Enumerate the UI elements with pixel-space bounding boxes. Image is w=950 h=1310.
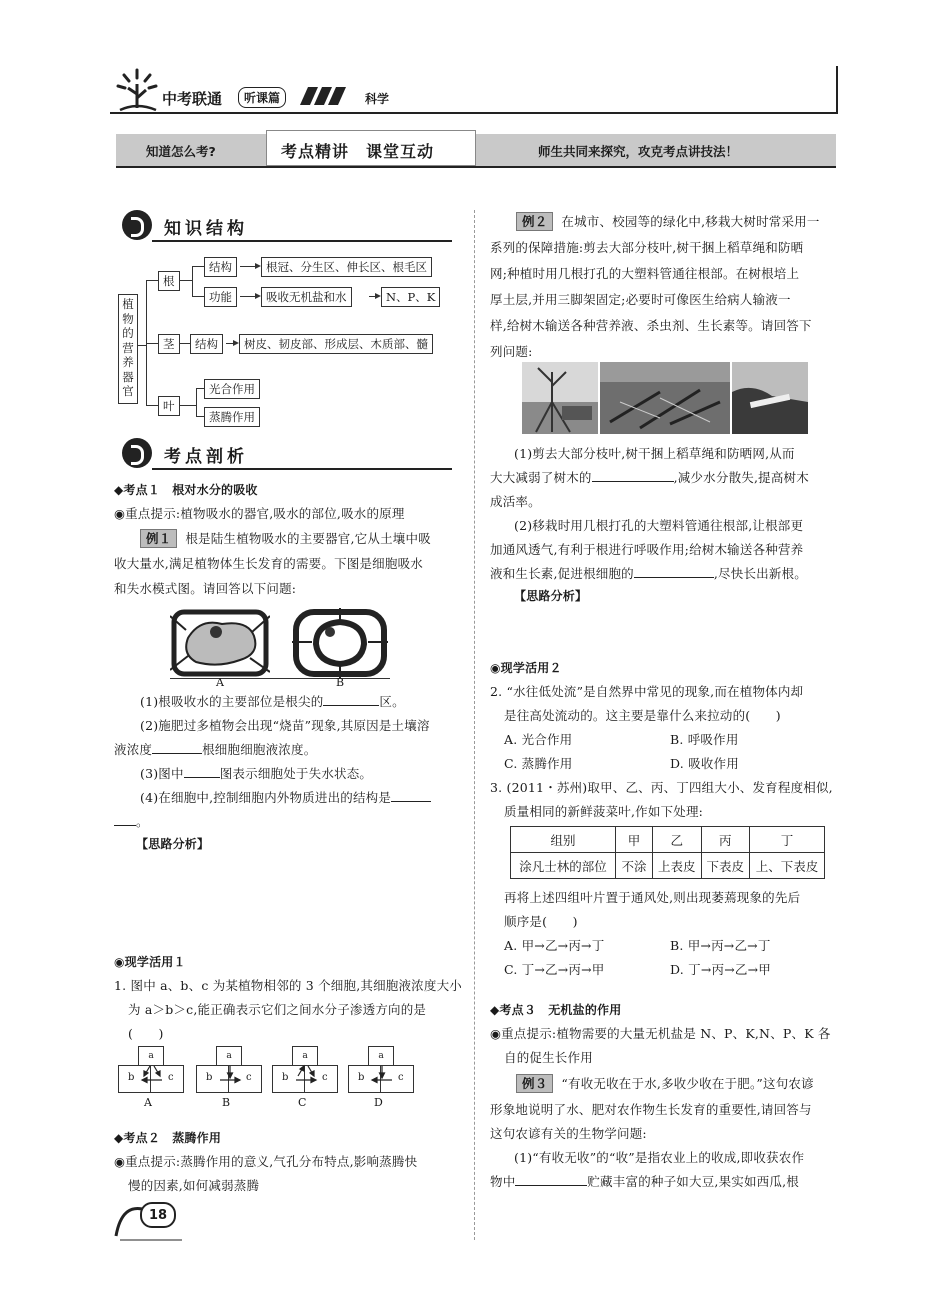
map-gen-structure-label: 结构 <box>204 257 237 277</box>
ex3-line: 这句农谚有关的生物学问题: <box>490 1126 647 1141</box>
a1-text: 大大减弱了树木的 <box>490 470 592 485</box>
ex1-label: 例１ <box>140 529 177 548</box>
table-header: 丙 <box>701 827 750 853</box>
map-line <box>146 343 158 344</box>
cell-figure-baseline <box>170 678 390 679</box>
map-gen: 根 <box>158 271 180 291</box>
ex2-label: 例２ <box>516 212 553 231</box>
b1-blank[interactable] <box>515 1171 587 1186</box>
osmosis-option[interactable] <box>344 1046 424 1111</box>
cell-letter: a <box>226 1051 232 1061</box>
map-line <box>192 296 204 297</box>
q4-text: (4)在细胞中,控制细胞内外物质进出的结构是 <box>140 790 392 805</box>
p3-option[interactable]: B. 甲→丙→乙→丁 <box>670 938 771 953</box>
map-line <box>196 416 204 417</box>
map-line <box>180 280 192 281</box>
q4-line <box>140 786 431 810</box>
cell-b-label: B <box>336 676 345 689</box>
table-header: 组别 <box>511 827 616 853</box>
a1-line <box>490 466 809 490</box>
q2-text: 根细胞细胞液浓度。 <box>202 742 317 757</box>
map-root-char: 的 <box>122 326 134 340</box>
cell-letter: b <box>128 1072 135 1083</box>
p2-option[interactable]: B. 呼吸作用 <box>670 732 739 747</box>
cell-a-box <box>368 1046 394 1066</box>
header-rule <box>110 112 838 114</box>
ex2-line: 系列的保障措施:剪去大部分枝叶,树干捆上稻草绳和防晒 <box>490 240 804 255</box>
section-icon <box>122 210 152 240</box>
cell-letter: c <box>246 1072 252 1083</box>
map-root-char: 官 <box>122 384 134 398</box>
cell-b-image <box>290 608 390 678</box>
b1-text: 贮藏丰富的种子如大豆,果实如西瓜,根 <box>587 1174 799 1189</box>
option-label: C <box>298 1096 307 1109</box>
p3-line: 再将上述四组叶片置于通风处,则出现萎蔫现象的先后 <box>504 890 801 905</box>
osmosis-arrows-icon <box>216 1064 244 1088</box>
header <box>110 60 840 120</box>
a1-blank[interactable] <box>592 467 674 482</box>
p3-line: 顺序是( ) <box>504 914 578 929</box>
kp1-tip: ◉重点提示:植物吸水的器官,吸水的部位,吸水的原理 <box>114 506 405 521</box>
map-line <box>138 345 146 346</box>
p1-line: 1. 图中 a、b、c 为某植物相邻的 3 个细胞,其细胞液浓度大小 <box>114 978 462 993</box>
kp3-title: ◆考点３ 无机盐的作用 <box>490 1003 622 1017</box>
banner-left: 知道怎么考? <box>146 144 216 159</box>
silu-label: 【思路分析】 <box>136 837 210 851</box>
p3-option[interactable]: D. 丁→丙→乙→甲 <box>670 962 771 977</box>
q1-line <box>140 690 405 714</box>
map-line <box>146 405 158 406</box>
map-jing: 茎 <box>158 334 180 354</box>
table-header: 乙 <box>653 827 702 853</box>
a2-line: (2)移栽时用几根打孔的大塑料管通往根部,让根部更 <box>514 518 804 533</box>
ex2-line: 厚土层,并用三脚架固定;必要时可像医生给病人输液一 <box>490 292 791 307</box>
brand-sub: 听课篇 <box>238 87 286 108</box>
cell-letter: c <box>168 1072 174 1083</box>
a2-blank[interactable] <box>634 563 714 578</box>
ex2-line <box>516 210 820 234</box>
osmosis-arrows-icon <box>292 1064 320 1088</box>
table-row <box>511 827 825 853</box>
section-rule <box>152 240 452 242</box>
kp2-line: 慢的因素,如何减弱蒸腾 <box>128 1178 260 1193</box>
banner-center-box <box>266 130 476 166</box>
map-root <box>118 294 138 404</box>
stripes-icon <box>300 87 350 105</box>
banner-right: 师生共同来探究，攻克考点讲技法！ <box>538 144 739 159</box>
osmosis-option[interactable] <box>114 1046 194 1111</box>
q3-text: (3)图中 <box>140 766 184 781</box>
a1-line: (1)剪去大部分枝叶,树干捆上稻草绳和防晒网,从而 <box>514 446 795 461</box>
cell-letter: b <box>358 1072 365 1083</box>
ex1-line <box>140 527 431 551</box>
ex2-line: 列问题: <box>490 344 533 359</box>
q2-line: (2)施肥过多植物会出现“烧苗”现象,其原因是土壤溶 <box>140 718 430 733</box>
map-gen-function-label: 功能 <box>204 287 237 307</box>
p2-line: 2. “水往低处流”是自然界中常见的现象,而在植物体内却 <box>490 684 804 699</box>
ex1-line: 和失水模式图。请回答以下问题: <box>114 581 297 596</box>
osmosis-option[interactable] <box>268 1046 348 1111</box>
osmosis-arrows-icon <box>368 1064 396 1088</box>
map-line <box>192 266 193 296</box>
option-label: B <box>222 1096 231 1109</box>
q3-text: 图表示细胞处于失水状态。 <box>219 766 373 781</box>
p2-option[interactable]: C. 蒸腾作用 <box>504 756 573 771</box>
map-root-char: 物 <box>122 311 134 326</box>
cell-letter: b <box>206 1072 213 1083</box>
banner-center: 考点精讲 课堂互动 <box>281 142 435 161</box>
p3-line: 质量相同的新鲜菠菜叶,作如下处理: <box>504 804 704 819</box>
kp3-line: ◉重点提示:植物需要的大量无机盐是 N、P、K,N、P、K 各 <box>490 1026 831 1041</box>
table-cell: 涂凡士林的部位 <box>511 853 616 879</box>
map-jing-structure: 树皮、韧皮部、形成层、木质部、髓 <box>239 334 433 354</box>
ex2-line: 网;种植时用几根打孔的大塑料管通往根部。在树根培上 <box>490 266 800 281</box>
p1-line: 为 a＞b＞c,能正确表示它们之间水分子渗透方向的是 <box>128 1002 427 1017</box>
q4-text: 。 <box>136 814 149 829</box>
map-guanghe: 光合作用 <box>204 379 260 399</box>
table-cell: 上表皮 <box>653 853 702 879</box>
practice-2-title: ◉现学活用２ <box>490 661 562 675</box>
cell-letter: a <box>148 1051 154 1061</box>
kp2-title: ◆考点２ 蒸腾作用 <box>114 1131 222 1145</box>
map-root-char: 养 <box>122 355 134 369</box>
map-zhengteng: 蒸腾作用 <box>204 407 260 427</box>
kp2-line: ◉重点提示:蒸腾作用的意义,气孔分布特点,影响蒸腾快 <box>114 1154 418 1169</box>
tree-transplant-photo-1 <box>522 362 598 434</box>
q1-text: 区。 <box>379 694 405 709</box>
q1-blank[interactable] <box>323 691 379 706</box>
section-analysis-title: 考点剖析 <box>164 447 248 467</box>
map-line <box>196 388 197 416</box>
map-npk: N、P、K <box>381 287 440 307</box>
cell-figure <box>170 608 390 690</box>
map-jing-structure-label: 结构 <box>190 334 223 354</box>
cell-a-image <box>170 608 270 678</box>
q3-blank[interactable] <box>184 763 220 778</box>
kp3-line: 自的促生长作用 <box>504 1050 593 1065</box>
osmosis-arrows-icon <box>138 1064 166 1088</box>
b1-text: 物中 <box>490 1174 516 1189</box>
kp1-title: ◆考点１ 根对水分的吸收 <box>114 483 258 497</box>
b1-line: (1)“有收无收”的“收”是指农业上的收成,即收获农作 <box>514 1150 805 1165</box>
table-row <box>511 853 825 879</box>
map-root-char: 营 <box>122 340 134 355</box>
option-label: D <box>374 1096 383 1109</box>
a2-line <box>490 562 807 586</box>
p2-option[interactable]: D. 吸收作用 <box>670 756 739 771</box>
map-ye: 叶 <box>158 396 180 416</box>
map-line <box>180 405 196 406</box>
ex3-line: 形象地说明了水、肥对农作物生长发育的重要性,请回答与 <box>490 1102 812 1117</box>
ex2-line: 样,给树木输送各种营养液、杀虫剂、生长素等。请回答下 <box>490 318 812 333</box>
concept-map <box>114 250 464 430</box>
q2-blank[interactable] <box>152 739 202 754</box>
q2-text: 液浓度 <box>114 742 153 757</box>
map-root-char: 植 <box>122 297 134 311</box>
a2-line: 加通风透气,有利于根进行呼吸作用;给树木输送各种营养 <box>490 542 804 557</box>
section-icon <box>122 438 152 468</box>
map-line <box>192 266 204 267</box>
ex1-line: 收大量水,满足植物体生长发育的需要。下图是细胞吸水 <box>114 556 423 571</box>
b1-line <box>490 1170 799 1194</box>
cell-letter: c <box>322 1072 328 1083</box>
q4-blank[interactable] <box>114 811 136 826</box>
a2-text: ,尽快长出新根。 <box>713 566 807 581</box>
option-label: A <box>144 1096 152 1109</box>
page-number: 18 <box>148 1208 168 1223</box>
p3-option[interactable]: C. 丁→乙→丙→甲 <box>504 962 605 977</box>
section-rule <box>152 468 452 470</box>
table-header: 丁 <box>750 827 825 853</box>
p3-line: 3. (2011・苏州)取甲、乙、丙、丁四组大小、发育程度相似, <box>490 780 833 795</box>
map-root-char: 器 <box>122 369 134 384</box>
photo-row <box>522 362 808 434</box>
cell-letter: b <box>282 1072 289 1083</box>
footer <box>112 1196 192 1242</box>
banner <box>116 134 836 168</box>
table-header: 甲 <box>616 827 653 853</box>
q4-blank[interactable] <box>391 787 431 802</box>
brand-title: 中考联通 <box>162 90 223 108</box>
cell-letter: a <box>378 1051 384 1061</box>
map-line <box>180 343 190 344</box>
ex2-text: 在城市、校园等的绿化中,移栽大树时常采用一 <box>561 214 820 229</box>
tree-transplant-photo-3 <box>732 362 808 434</box>
p2-option[interactable]: A. 光合作用 <box>504 732 573 747</box>
subject-label: 科学 <box>365 92 390 106</box>
table-cell: 上、下表皮 <box>750 853 825 879</box>
cell-a-box <box>138 1046 164 1066</box>
ex3-text: “有收无收在于水,多收少收在于肥。”这句农谚 <box>561 1076 814 1091</box>
practice-1-title: ◉现学活用１ <box>114 955 186 969</box>
header-corner <box>836 66 838 114</box>
ex1-text: 根是陆生植物吸水的主要器官,它从土壤中吸 <box>185 531 431 546</box>
table-cell: 不涂 <box>616 853 653 879</box>
map-gen-structure: 根冠、分生区、伸长区、根毛区 <box>261 257 432 277</box>
ex3-label: 例３ <box>516 1074 553 1093</box>
ex3-line <box>516 1072 814 1096</box>
p3-option[interactable]: A. 甲→乙→丙→丁 <box>504 938 605 953</box>
q4-line <box>114 810 149 834</box>
q1-text: (1)根吸收水的主要部位是根尖的 <box>140 694 324 709</box>
map-line <box>196 388 204 389</box>
page-number-badge <box>140 1202 176 1228</box>
q2-line <box>114 738 316 762</box>
a2-text: 液和生长素,促进根细胞的 <box>490 566 634 581</box>
cell-a-box <box>292 1046 318 1066</box>
cell-letter: c <box>398 1072 404 1083</box>
column-divider <box>474 210 475 1240</box>
cell-a-label: A <box>216 676 224 689</box>
a1-text: ,减少水分散失,提高树木 <box>673 470 809 485</box>
p1-line: ( ) <box>128 1026 164 1041</box>
sun-tree-logo-icon <box>112 66 162 114</box>
osmosis-option[interactable] <box>192 1046 272 1111</box>
cell-letter: a <box>302 1051 308 1061</box>
cell-a-box <box>216 1046 242 1066</box>
q3-line <box>140 762 372 786</box>
map-gen-function: 吸收无机盐和水 <box>261 287 352 307</box>
table-cell: 下表皮 <box>701 853 750 879</box>
a1-line: 成活率。 <box>490 494 541 509</box>
silu-label: 【思路分析】 <box>514 589 588 603</box>
treatment-table <box>510 826 825 879</box>
section-knowledge-title: 知识结构 <box>164 219 248 239</box>
p2-line: 是往高处流动的。这主要是靠什么来拉动的( ) <box>504 708 781 723</box>
map-line <box>146 280 158 281</box>
tree-transplant-photo-2 <box>600 362 730 434</box>
